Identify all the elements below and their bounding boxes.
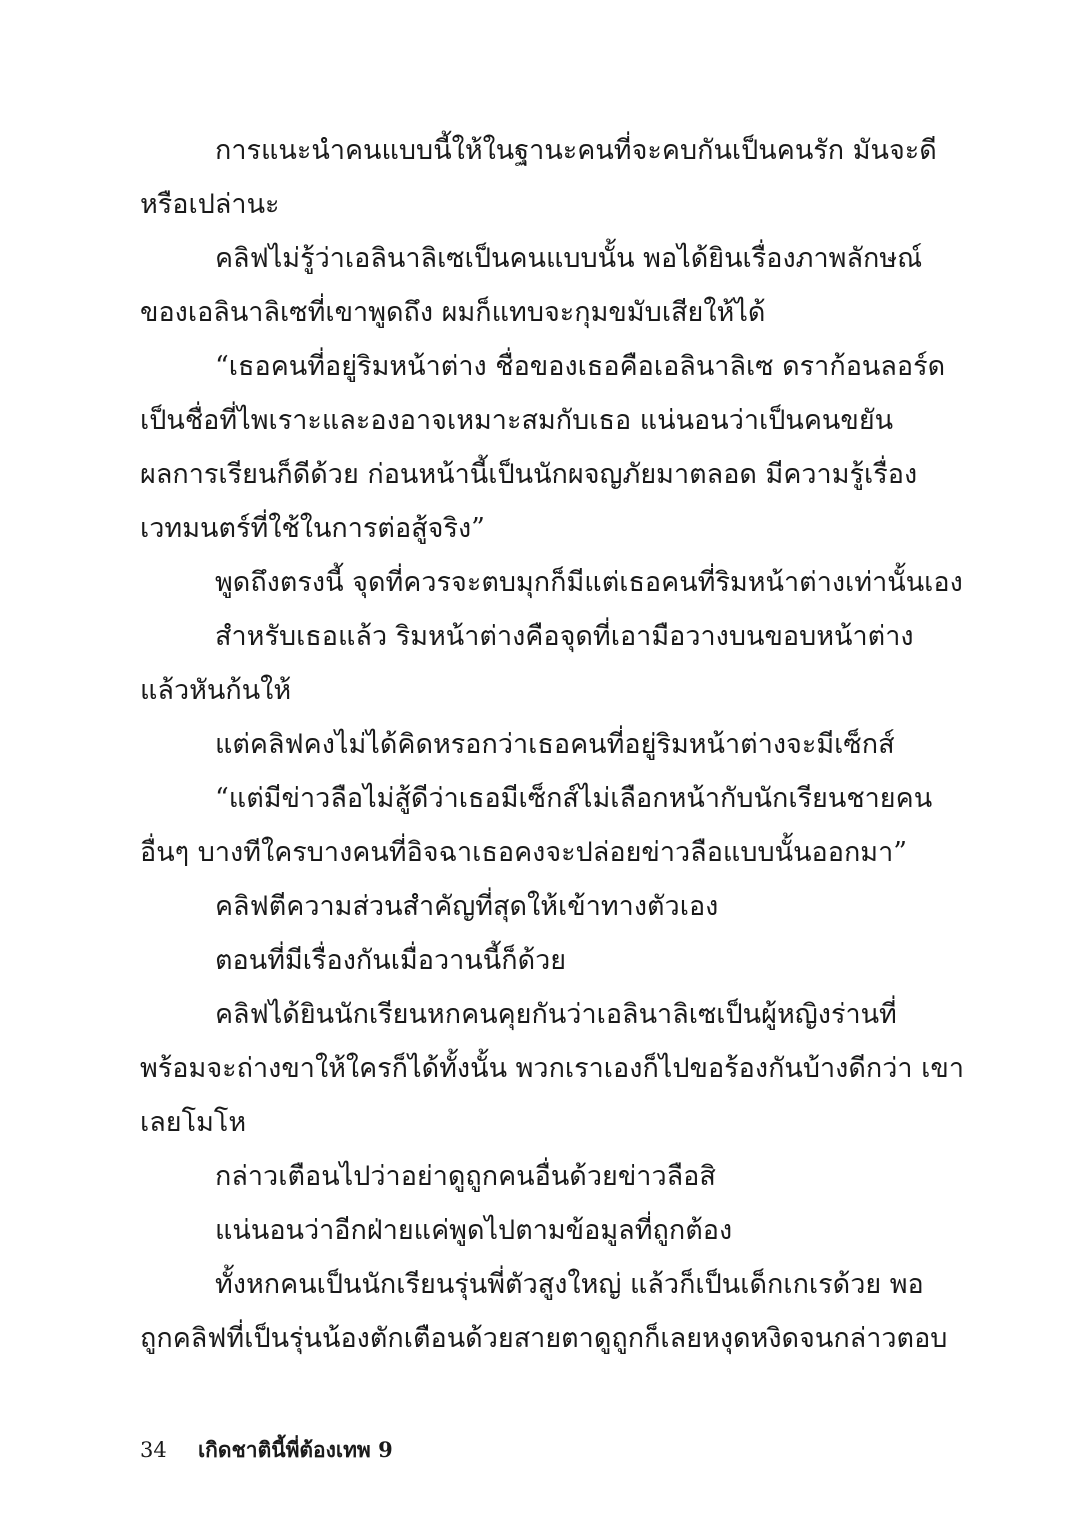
book-title: เกิดชาตินี้พี่ต้องเทพ 9 xyxy=(198,1437,393,1462)
text-line: ถูกคลิฟที่เป็นรุ่นน้องตักเตือนด้วยสายตาดูถูกก็เลยหงุดหงิดจนกล่าวตอบ xyxy=(140,1323,948,1354)
text-line: เลยโมโห xyxy=(140,1107,247,1138)
text-line: พูดถึงตรงนี้ จุดที่ควรจะตบมุกก็มีแต่เธอคนที่ริมหน้าต่างเท่านั้นเอง xyxy=(215,567,963,598)
page-footer xyxy=(140,1434,393,1466)
text-line: อื่นๆ บางทีใครบางคนที่อิจฉาเธอคงจะปล่อยข่าวลือแบบนั้นออกมา” xyxy=(140,837,908,868)
text-line: “เธอคนที่อยู่ริมหน้าต่าง ชื่อของเธอคือเอลินาลิเซ ดราก้อนลอร์ด xyxy=(215,351,946,382)
text-line: ตอนที่มีเรื่องกันเมื่อวานนี้ก็ด้วย xyxy=(215,945,567,976)
text-line: การแนะนำคนแบบนี้ให้ในฐานะคนที่จะคบกันเป็นคนรัก มันจะดี xyxy=(215,135,937,166)
text-line: ทั้งหกคนเป็นนักเรียนรุ่นพี่ตัวสูงใหญ่ แล้วก็เป็นเด็กเกเรด้วย พอ xyxy=(215,1269,924,1300)
text-line: “แต่มีข่าวลือไม่สู้ดีว่าเธอมีเซ็กส์ไม่เลือกหน้ากับนักเรียนชายคน xyxy=(215,783,933,814)
text-line: คลิฟไม่รู้ว่าเอลินาลิเซเป็นคนแบบนั้น พอได้ยินเรื่องภาพลักษณ์ xyxy=(215,243,923,274)
text-line: ของเอลินาลิเซที่เขาพูดถึง ผมก็แทบจะกุมขมับเสียให้ได้ xyxy=(140,297,766,328)
text-line: แน่นอนว่าอีกฝ่ายแค่พูดไปตามข้อมูลที่ถูกต้อง xyxy=(215,1215,733,1246)
text-line: สำหรับเธอแล้ว ริมหน้าต่างคือจุดที่เอามือวางบนขอบหน้าต่าง xyxy=(215,621,914,652)
text-line: คลิฟได้ยินนักเรียนหกคนคุยกันว่าเอลินาลิเซเป็นผู้หญิงร่านที่ xyxy=(215,999,897,1030)
text-line: แต่คลิฟคงไม่ได้คิดหรอกว่าเธอคนที่อยู่ริมหน้าต่างจะมีเซ็กส์ xyxy=(215,729,895,760)
text-line: คลิฟตีความส่วนสำคัญที่สุดให้เข้าทางตัวเอง xyxy=(215,891,719,922)
page-number: 34 xyxy=(140,1438,167,1462)
body-text xyxy=(140,124,965,1366)
text-line: หรือเปล่านะ xyxy=(140,189,280,220)
text-line: เป็นชื่อที่ไพเราะและองอาจเหมาะสมกับเธอ แน่นอนว่าเป็นคนขยัน xyxy=(140,405,894,436)
text-line: พร้อมจะถ่างขาให้ใครก็ได้ทั้งนั้น พวกเราเองก็ไปขอร้องกันบ้างดีกว่า เขา xyxy=(140,1053,965,1084)
text-line: ผลการเรียนก็ดีด้วย ก่อนหน้านี้เป็นนักผจญภัยมาตลอด มีความรู้เรื่อง xyxy=(140,459,918,490)
text-line: แล้วหันก้นให้ xyxy=(140,675,292,706)
text-line: กล่าวเตือนไปว่าอย่าดูถูกคนอื่นด้วยข่าวลือสิ xyxy=(215,1161,716,1192)
text-line: เวทมนตร์ที่ใช้ในการต่อสู้จริง” xyxy=(140,513,485,544)
